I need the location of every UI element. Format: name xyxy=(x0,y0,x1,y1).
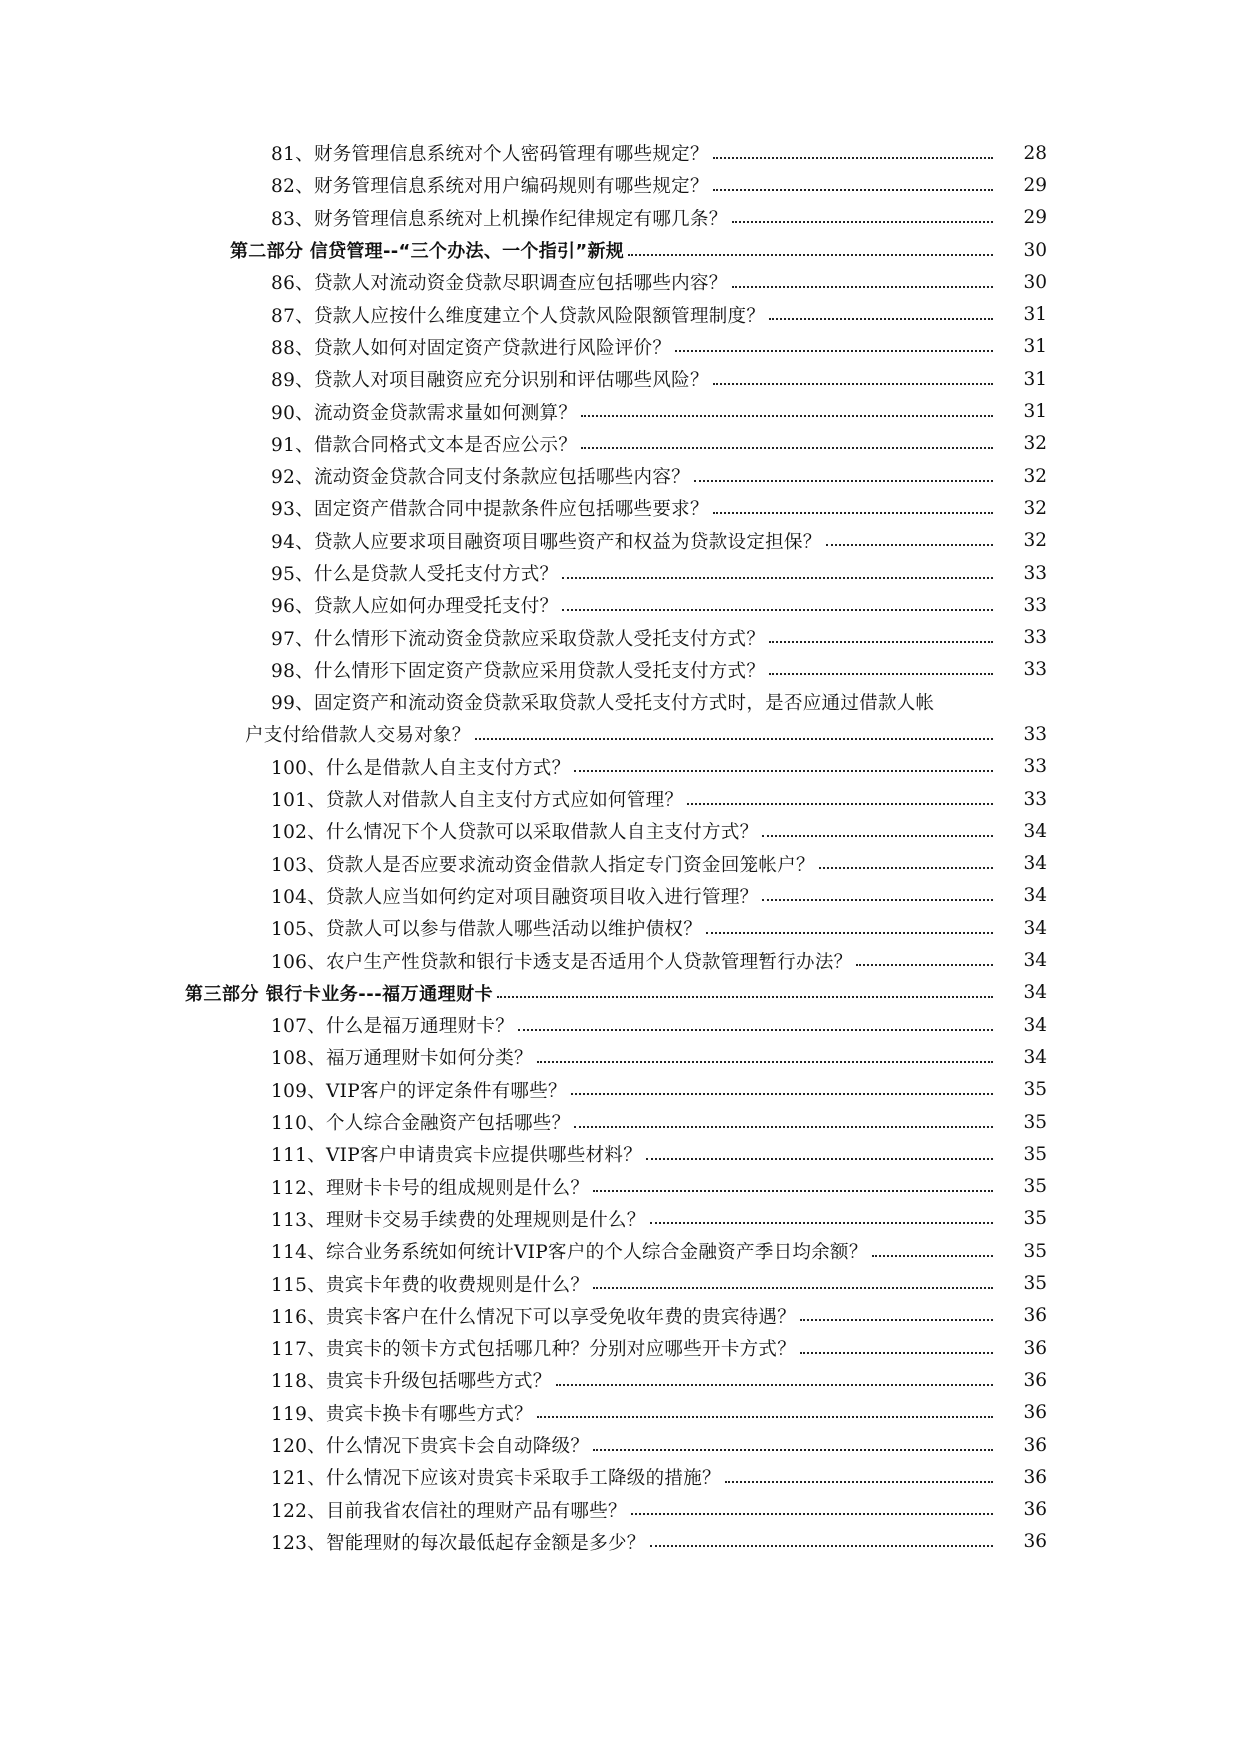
toc-entry[interactable] xyxy=(0,1138,1241,1170)
toc-entry-title: 109、VIP客户的评定条件有哪些？ xyxy=(271,1080,567,1102)
toc-entry-page: 32 xyxy=(1023,530,1047,552)
toc-entry[interactable] xyxy=(0,1041,1241,1073)
toc-entry-title: 118、贵宾卡升级包括哪些方式？ xyxy=(271,1371,552,1393)
toc-entry-page: 36 xyxy=(1023,1337,1047,1359)
toc-entry-page: 34 xyxy=(1023,820,1047,842)
dot-leader xyxy=(872,1254,993,1257)
toc-entry-title: 115、贵宾卡年费的收费规则是什么？ xyxy=(271,1274,590,1296)
toc-entry-title: 91、借款合同格式文本是否应公示？ xyxy=(271,434,578,456)
dot-leader xyxy=(713,382,993,385)
dot-leader xyxy=(732,285,993,288)
toc-entry-page: 34 xyxy=(1023,982,1047,1004)
dot-leader xyxy=(856,963,993,966)
toc-entry[interactable] xyxy=(0,137,1241,169)
toc-entry-page: 29 xyxy=(1023,174,1047,196)
toc-entry-page: 33 xyxy=(1023,756,1047,778)
toc-entry-page: 32 xyxy=(1023,465,1047,487)
toc-entry[interactable] xyxy=(0,1493,1241,1525)
toc-entry-title: 88、贷款人如何对固定资产贷款进行风险评价？ xyxy=(271,337,672,359)
toc-entry-page: 33 xyxy=(1023,627,1047,649)
toc-entry-page: 32 xyxy=(1023,497,1047,519)
toc-entry-title: 90、流动资金贷款需求量如何测算？ xyxy=(271,402,578,424)
toc-entry[interactable] xyxy=(0,783,1241,815)
dot-leader xyxy=(593,1286,993,1289)
toc-entry-title: 108、福万通理财卡如何分类？ xyxy=(271,1048,533,1070)
toc-entry-page: 34 xyxy=(1023,1046,1047,1068)
section-title: 第三部分 银行卡业务---福万通理财卡 xyxy=(185,983,494,1005)
toc-entry[interactable] xyxy=(0,1461,1241,1493)
dot-leader xyxy=(725,1480,993,1483)
dot-leader xyxy=(800,1318,993,1321)
toc-entry-page: 33 xyxy=(1023,562,1047,584)
toc-entry-title-cont: 户支付给借款人交易对象？ xyxy=(245,725,471,747)
dot-leader xyxy=(687,802,993,805)
toc-entry-line2[interactable] xyxy=(0,718,1241,750)
section-title: 第二部分 信贷管理--“三个办法、一个指引”新规 xyxy=(230,241,625,263)
toc-entry-title: 100、什么是借款人自主支付方式？ xyxy=(271,757,571,779)
toc-entry[interactable] xyxy=(0,1235,1241,1267)
toc-entry-page: 36 xyxy=(1023,1369,1047,1391)
toc-entry[interactable] xyxy=(0,363,1241,395)
dot-leader xyxy=(631,1512,993,1515)
toc-entry-page: 35 xyxy=(1023,1143,1047,1165)
dot-leader xyxy=(581,414,993,417)
toc-entry-title: 120、什么情况下贵宾卡会自动降级？ xyxy=(271,1436,590,1458)
toc-entry[interactable] xyxy=(0,1203,1241,1235)
toc-entry[interactable] xyxy=(0,1300,1241,1332)
toc-entry-title: 93、固定资产借款合同中提款条件应包括哪些要求？ xyxy=(271,499,709,521)
toc-entry-page: 36 xyxy=(1023,1466,1047,1488)
toc-entry[interactable] xyxy=(0,202,1241,234)
toc-entry-title: 81、财务管理信息系统对个人密码管理有哪些规定？ xyxy=(271,144,709,166)
dot-leader xyxy=(581,446,993,449)
dot-leader xyxy=(628,253,993,256)
toc-entry-page: 36 xyxy=(1023,1305,1047,1327)
toc-entry-title: 98、什么情形下固定资产贷款应采用贷款人受托支付方式？ xyxy=(271,660,766,682)
toc-entry[interactable] xyxy=(0,1009,1241,1041)
toc-entry-page: 28 xyxy=(1023,142,1047,164)
dot-leader xyxy=(537,1060,993,1063)
toc-entry-title: 82、财务管理信息系统对用户编码规则有哪些规定？ xyxy=(271,176,709,198)
toc-entry-title: 101、贷款人对借款人自主支付方式应如何管理？ xyxy=(271,790,684,812)
toc-section-heading[interactable] xyxy=(0,234,1241,266)
toc-entry[interactable] xyxy=(0,621,1241,653)
toc-entry[interactable] xyxy=(0,1429,1241,1461)
toc-entry-title: 99、固定资产和流动资金贷款采取贷款人受托支付方式时，是否应通过借款人帐 xyxy=(271,693,935,715)
toc-entry-page: 34 xyxy=(1023,885,1047,907)
dot-leader xyxy=(593,1448,993,1451)
toc-entry-line1[interactable] xyxy=(0,686,1241,718)
dot-leader xyxy=(706,931,993,934)
dot-leader xyxy=(675,349,993,352)
toc-entry[interactable] xyxy=(0,1267,1241,1299)
dot-leader xyxy=(571,1092,993,1095)
toc-entry-page: 34 xyxy=(1023,1014,1047,1036)
toc-entry[interactable] xyxy=(0,298,1241,330)
toc-entry-page: 35 xyxy=(1023,1079,1047,1101)
table-of-contents xyxy=(0,137,1241,1558)
toc-entry[interactable] xyxy=(0,751,1241,783)
toc-entry-page: 35 xyxy=(1023,1176,1047,1198)
toc-entry-page: 35 xyxy=(1023,1240,1047,1262)
toc-entry-page: 31 xyxy=(1023,401,1047,423)
dot-leader xyxy=(537,1415,993,1418)
toc-entry-title: 86、贷款人对流动资金贷款尽职调查应包括哪些内容？ xyxy=(271,273,728,295)
dot-leader xyxy=(574,1125,993,1128)
toc-entry-title: 119、贵宾卡换卡有哪些方式？ xyxy=(271,1403,533,1425)
toc-entry-page: 30 xyxy=(1023,239,1047,261)
toc-entry[interactable] xyxy=(0,1106,1241,1138)
dot-leader xyxy=(819,866,993,869)
toc-entry-title: 105、贷款人可以参与借款人哪些活动以维护债权？ xyxy=(271,919,703,941)
dot-leader xyxy=(650,1221,993,1224)
dot-leader xyxy=(713,156,993,159)
toc-entry-page: 36 xyxy=(1023,1434,1047,1456)
toc-entry[interactable] xyxy=(0,815,1241,847)
dot-leader xyxy=(769,640,993,643)
toc-entry-page: 36 xyxy=(1023,1499,1047,1521)
dot-leader xyxy=(593,1189,993,1192)
toc-entry[interactable] xyxy=(0,1364,1241,1396)
toc-entry-page: 35 xyxy=(1023,1208,1047,1230)
toc-entry-title: 112、理财卡卡号的组成规则是什么？ xyxy=(271,1177,590,1199)
toc-section-heading[interactable] xyxy=(0,977,1241,1009)
dot-leader xyxy=(732,220,993,223)
toc-entry-page: 33 xyxy=(1023,788,1047,810)
toc-entry[interactable] xyxy=(0,1074,1241,1106)
dot-leader xyxy=(650,1544,993,1547)
toc-entry[interactable] xyxy=(0,912,1241,944)
toc-entry-page: 34 xyxy=(1023,917,1047,939)
toc-entry-title: 113、理财卡交易手续费的处理规则是什么？ xyxy=(271,1209,646,1231)
dot-leader xyxy=(694,479,993,482)
toc-entry-title: 96、贷款人应如何办理受托支付？ xyxy=(271,596,559,618)
toc-entry[interactable] xyxy=(0,525,1241,557)
toc-entry-page: 31 xyxy=(1023,336,1047,358)
toc-entry[interactable] xyxy=(0,589,1241,621)
toc-entry-page: 33 xyxy=(1023,659,1047,681)
toc-entry-page: 35 xyxy=(1023,1111,1047,1133)
toc-entry-page: 29 xyxy=(1023,207,1047,229)
toc-entry-title: 97、什么情形下流动资金贷款应采取贷款人受托支付方式？ xyxy=(271,628,766,650)
toc-entry-title: 89、贷款人对项目融资应充分识别和评估哪些风险？ xyxy=(271,370,709,392)
dot-leader xyxy=(475,737,993,740)
toc-entry-page: 31 xyxy=(1023,304,1047,326)
toc-entry-page: 34 xyxy=(1023,950,1047,972)
toc-entry-title: 83、财务管理信息系统对上机操作纪律规定有哪几条？ xyxy=(271,208,728,230)
toc-entry-title: 92、流动资金贷款合同支付条款应包括哪些内容？ xyxy=(271,467,690,489)
toc-entry-title: 114、综合业务系统如何统计VIP客户的个人综合金融资产季日均余额？ xyxy=(271,1242,868,1264)
dot-leader xyxy=(646,1157,993,1160)
toc-entry-title: 110、个人综合金融资产包括哪些？ xyxy=(271,1113,571,1135)
toc-entry-title: 102、什么情况下个人贷款可以采取借款人自主支付方式？ xyxy=(271,822,759,844)
dot-leader xyxy=(769,672,993,675)
toc-entry[interactable] xyxy=(0,848,1241,880)
toc-entry-page: 34 xyxy=(1023,853,1047,875)
toc-entry[interactable] xyxy=(0,460,1241,492)
toc-entry-page: 36 xyxy=(1023,1531,1047,1553)
toc-entry-title: 87、贷款人应按什么维度建立个人贷款风险限额管理制度？ xyxy=(271,305,766,327)
dot-leader xyxy=(556,1383,993,1386)
dot-leader xyxy=(762,834,993,837)
toc-entry-title: 123、智能理财的每次最低起存金额是多少？ xyxy=(271,1532,646,1554)
dot-leader xyxy=(562,576,993,579)
toc-entry[interactable] xyxy=(0,880,1241,912)
toc-entry-title: 117、贵宾卡的领卡方式包括哪几种？分别对应哪些开卡方式？ xyxy=(271,1339,797,1361)
toc-entry-page: 33 xyxy=(1023,594,1047,616)
toc-entry-title: 111、VIP客户申请贵宾卡应提供哪些材料？ xyxy=(271,1145,643,1167)
dot-leader xyxy=(574,769,993,772)
toc-entry-title: 107、什么是福万通理财卡？ xyxy=(271,1016,515,1038)
toc-entry[interactable] xyxy=(0,395,1241,427)
toc-entry[interactable] xyxy=(0,944,1241,976)
toc-entry-title: 122、目前我省农信社的理财产品有哪些？ xyxy=(271,1500,627,1522)
toc-entry-title: 116、贵宾卡客户在什么情况下可以享受免收年费的贵宾待遇？ xyxy=(271,1306,797,1328)
dot-leader xyxy=(713,511,993,514)
dot-leader xyxy=(800,1351,993,1354)
toc-entry[interactable] xyxy=(0,331,1241,363)
toc-entry-page: 33 xyxy=(1023,723,1047,745)
toc-entry[interactable] xyxy=(0,492,1241,524)
toc-entry-title: 121、什么情况下应该对贵宾卡采取手工降级的措施？ xyxy=(271,1468,721,1490)
toc-entry[interactable] xyxy=(0,1526,1241,1558)
dot-leader xyxy=(562,608,993,611)
toc-entry[interactable] xyxy=(0,428,1241,460)
toc-entry-title: 106、农户生产性贷款和银行卡透支是否适用个人贷款管理暂行办法？ xyxy=(271,951,853,973)
toc-entry-page: 35 xyxy=(1023,1273,1047,1295)
dot-leader xyxy=(713,188,993,191)
dot-leader xyxy=(762,898,993,901)
toc-entry[interactable] xyxy=(0,1171,1241,1203)
toc-entry-page: 32 xyxy=(1023,433,1047,455)
toc-entry-title: 104、贷款人应当如何约定对项目融资项目收入进行管理？ xyxy=(271,886,759,908)
dot-leader xyxy=(497,995,993,998)
toc-entry-title: 94、贷款人应要求项目融资项目哪些资产和权益为贷款设定担保？ xyxy=(271,531,822,553)
toc-entry[interactable] xyxy=(0,1332,1241,1364)
toc-entry-page: 31 xyxy=(1023,368,1047,390)
toc-entry[interactable] xyxy=(0,654,1241,686)
toc-entry[interactable] xyxy=(0,557,1241,589)
dot-leader xyxy=(769,317,993,320)
toc-entry-title: 95、什么是贷款人受托支付方式？ xyxy=(271,564,559,585)
toc-entry-title: 103、贷款人是否应要求流动资金借款人指定专门资金回笼帐户？ xyxy=(271,854,815,876)
toc-entry[interactable] xyxy=(0,1397,1241,1429)
dot-leader xyxy=(518,1028,993,1031)
toc-entry-page: 36 xyxy=(1023,1402,1047,1424)
toc-entry-page: 30 xyxy=(1023,271,1047,293)
dot-leader xyxy=(826,543,993,546)
toc-entry[interactable] xyxy=(0,169,1241,201)
toc-entry[interactable] xyxy=(0,266,1241,298)
